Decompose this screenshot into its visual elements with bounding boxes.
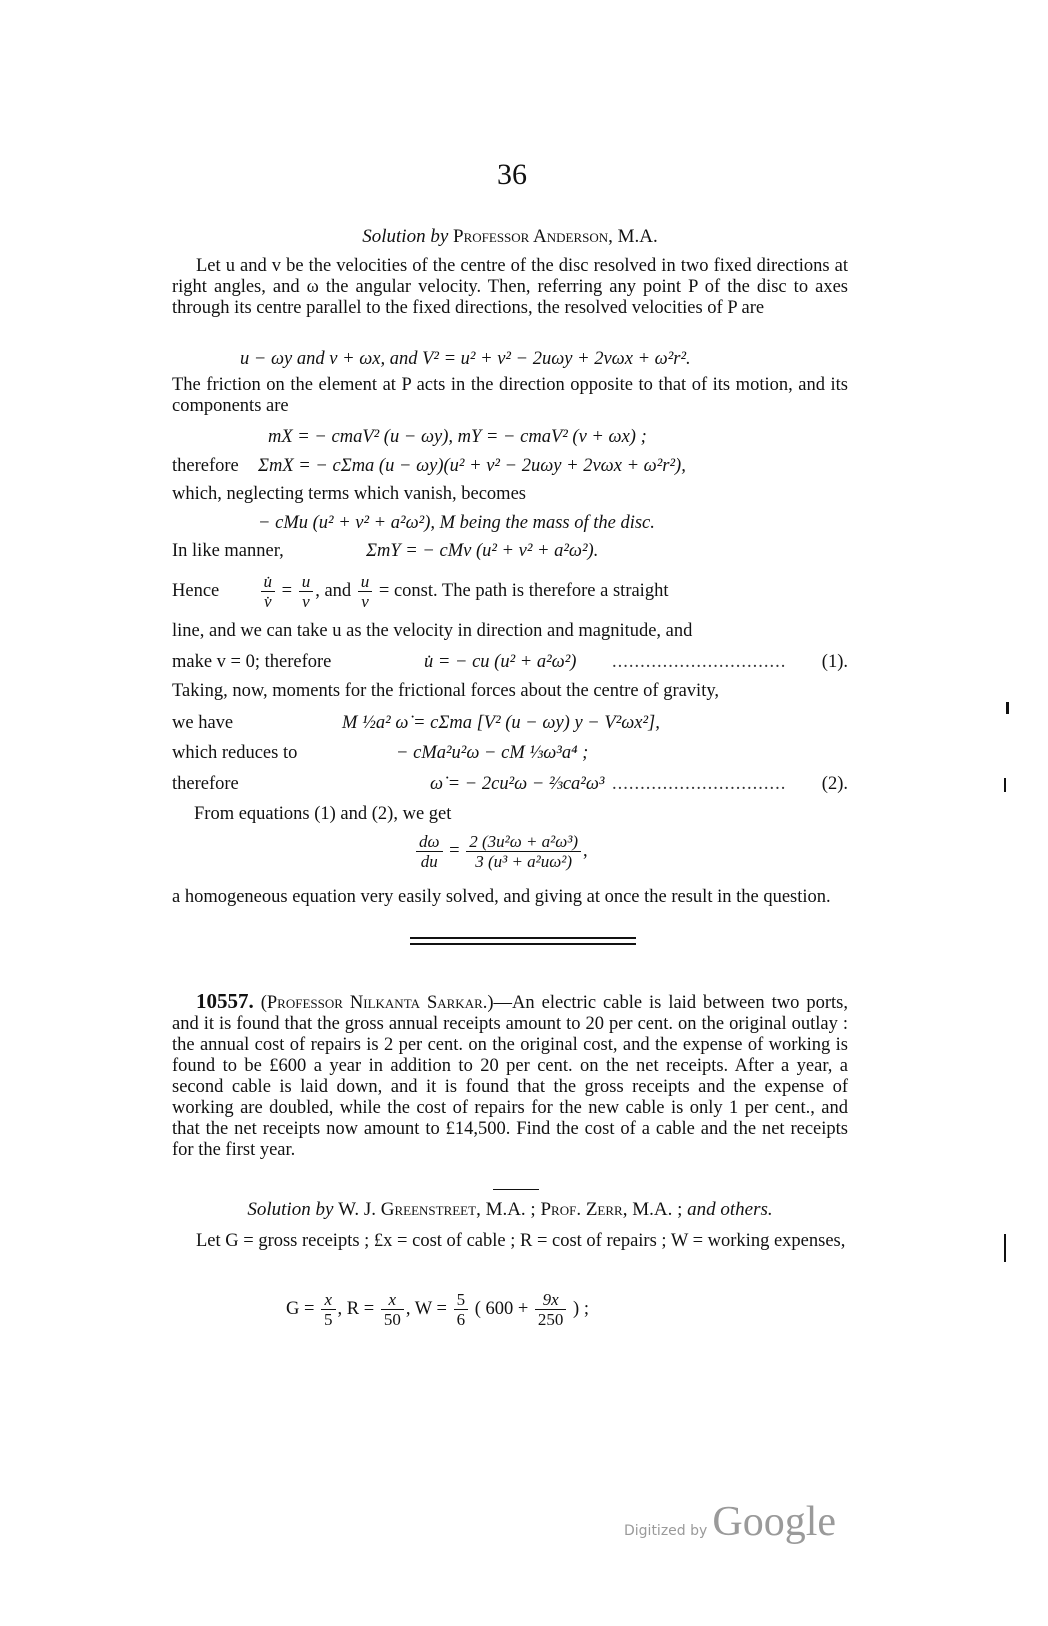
equation: ΣmY = − cMv (u² + v² + a²ω²). [366,541,599,561]
equation-row: therefore ω̇ = − 2cu²ω − ⅔ca²ω³ ............................... (2). [172,774,848,794]
solution-author: Professor Anderson, M.A. [453,226,658,247]
equation-label: Hence [172,580,220,601]
equation-label: make v = 0; therefore [172,652,332,672]
differential-equation: $\frac{d\omega}{du}$ = $\frac{\text{2 (3u²ω + a²ω³)}}{\text{3 (u³ + a²uω²)}}$ , [414,832,588,871]
solution-paragraph: From equations (1) and (2), we get [194,804,452,824]
equation: M ½a² ω̇ = cΣma [V² (u − ωy) y − V²ωx²], [342,713,660,733]
equation-number: (2). [821,774,848,794]
fraction: $\frac{x}{50}$ [381,1290,404,1329]
solution-paragraph: which, neglecting terms which vanish, becomes [172,484,526,504]
definitions-equation: G = $\frac{x}{5}$ , R = $\frac{x}{50}$ , W = $\frac{5}{6}$ ( 600 + $\frac{9x}{250}$ ) ; [286,1290,589,1329]
equation-label: which reduces to [172,743,298,763]
solution-paragraph: The friction on the element at P acts in the direction opposite to that of its motion, and its components are [172,375,848,416]
equation-label: In like manner, [172,541,284,561]
section-divider [410,937,636,939]
solution-heading [160,1199,860,1221]
digitized-watermark [624,1498,836,1546]
section-divider [410,943,636,945]
solution-paragraph: Taking, now, moments for the frictional forces about the centre of gravity, [172,681,720,701]
watermark-prefix: Digitized by [624,1523,708,1539]
solution-paragraph: a homogeneous equation very easily solved, and giving at once the result in the question. [172,887,831,907]
hence-line: Hence $\frac{u̇}{v̇}$ = $\frac{u}{v}$ , and $\frac{u}{v}$ = const. The path is therefore a straight [172,572,669,611]
equation-label: therefore [172,774,239,794]
equation: ω̇ = − 2cu²ω − ⅔ca²ω³ [430,774,605,794]
equation-label: therefore [172,456,239,476]
solution-authors: W. J. Greenstreet, M.A. ; Prof. Zerr, M.A. ; [338,1199,683,1220]
problem-number: 10557. [196,989,254,1013]
scan-artifact [1004,778,1006,792]
fraction: $\frac{5}{6}$ [454,1290,469,1329]
fraction: $\frac{u}{v}$ [358,572,373,611]
equation: ΣmX = − cΣma (u − ωy)(u² + v² − 2uωy + 2vωx + ω²r²), [258,456,686,476]
solution-heading-suffix: and others. [687,1199,773,1220]
equation: u − ωy and v + ωx, and V² = u² + v² − 2uωy + 2vωx + ω²r². [240,349,691,369]
equation: − cMu (u² + v² + a²ω²), M being the mass of the disc. [258,513,655,533]
equation-row: make v = 0; therefore u̇ = − cu (u² + a²ω²) ............................... (1). [172,652,848,672]
equation-label: we have [172,713,234,733]
solution-heading-prefix: Solution by [362,226,449,247]
problem-proposer: (Professor Nilkanta Sarkar.) [260,993,494,1013]
problem-statement [172,991,848,1161]
equation: u̇ = − cu (u² + a²ω²) [424,652,577,672]
equation-number: (1). [821,652,848,672]
fraction: $\frac{\text{2 (3u²ω + a²ω³)}}{\text{3 (u³ + a²uω²)}}$ [466,832,581,871]
short-divider [493,1189,539,1190]
fraction: $\frac{x}{5}$ [321,1290,336,1329]
solution-paragraph: Let G = gross receipts ; £x = cost of cable ; R = cost of repairs ; W = working expenses, [196,1231,846,1251]
solution-heading [160,226,860,248]
equation: − cMa²u²ω − cM ⅓ω³a⁴ ; [396,743,589,763]
problem-text: —An electric cable is laid between two ports, and it is found that the gross annual receipts amount to 20 per cent. on the original outlay : the annual cost of repairs is 2 per cent. on the original cost, and the expense of working is found to be £600 a year in addition to 20 per cent. on the net receipts. After a year, a second cable is laid down, and it is found that the gross receipts and the expense of working are doubled, while the cost of repairs for the new cable is only 1 per cent., and that the net receipts now amount to £14,500. Find the cost of a cable and the net receipts for the first year. [172,993,848,1160]
fraction: $\frac{u}{v}$ [299,572,314,611]
fraction: $\frac{u̇}{v̇}$ [261,572,276,611]
scan-artifact [1006,702,1009,714]
solution-paragraph: Let u and v be the velocities of the centre of the disc resolved in two fixed directions at right angles, and ω the angular velocity. Then, referring any point P of the disc to axes through its centre parallel to the fixed directions, the resolved velocities of P are [172,256,848,318]
google-logo: Google [712,1499,837,1545]
solution-paragraph: line, and we can take u as the velocity in direction and magnitude, and [172,621,693,641]
page-number: 36 [497,158,527,191]
fraction: $\frac{9x}{250}$ [535,1290,567,1329]
fraction: $\frac{d\omega}{du}$ [416,832,443,871]
hence-text: = const. The path is therefore a straight [378,580,669,601]
equation: mX = − cmaV² (u − ωy), mY = − cmaV² (v + ωx) ; [268,427,647,447]
solution-heading-prefix: Solution by [247,1199,334,1220]
scan-artifact [1004,1234,1006,1262]
